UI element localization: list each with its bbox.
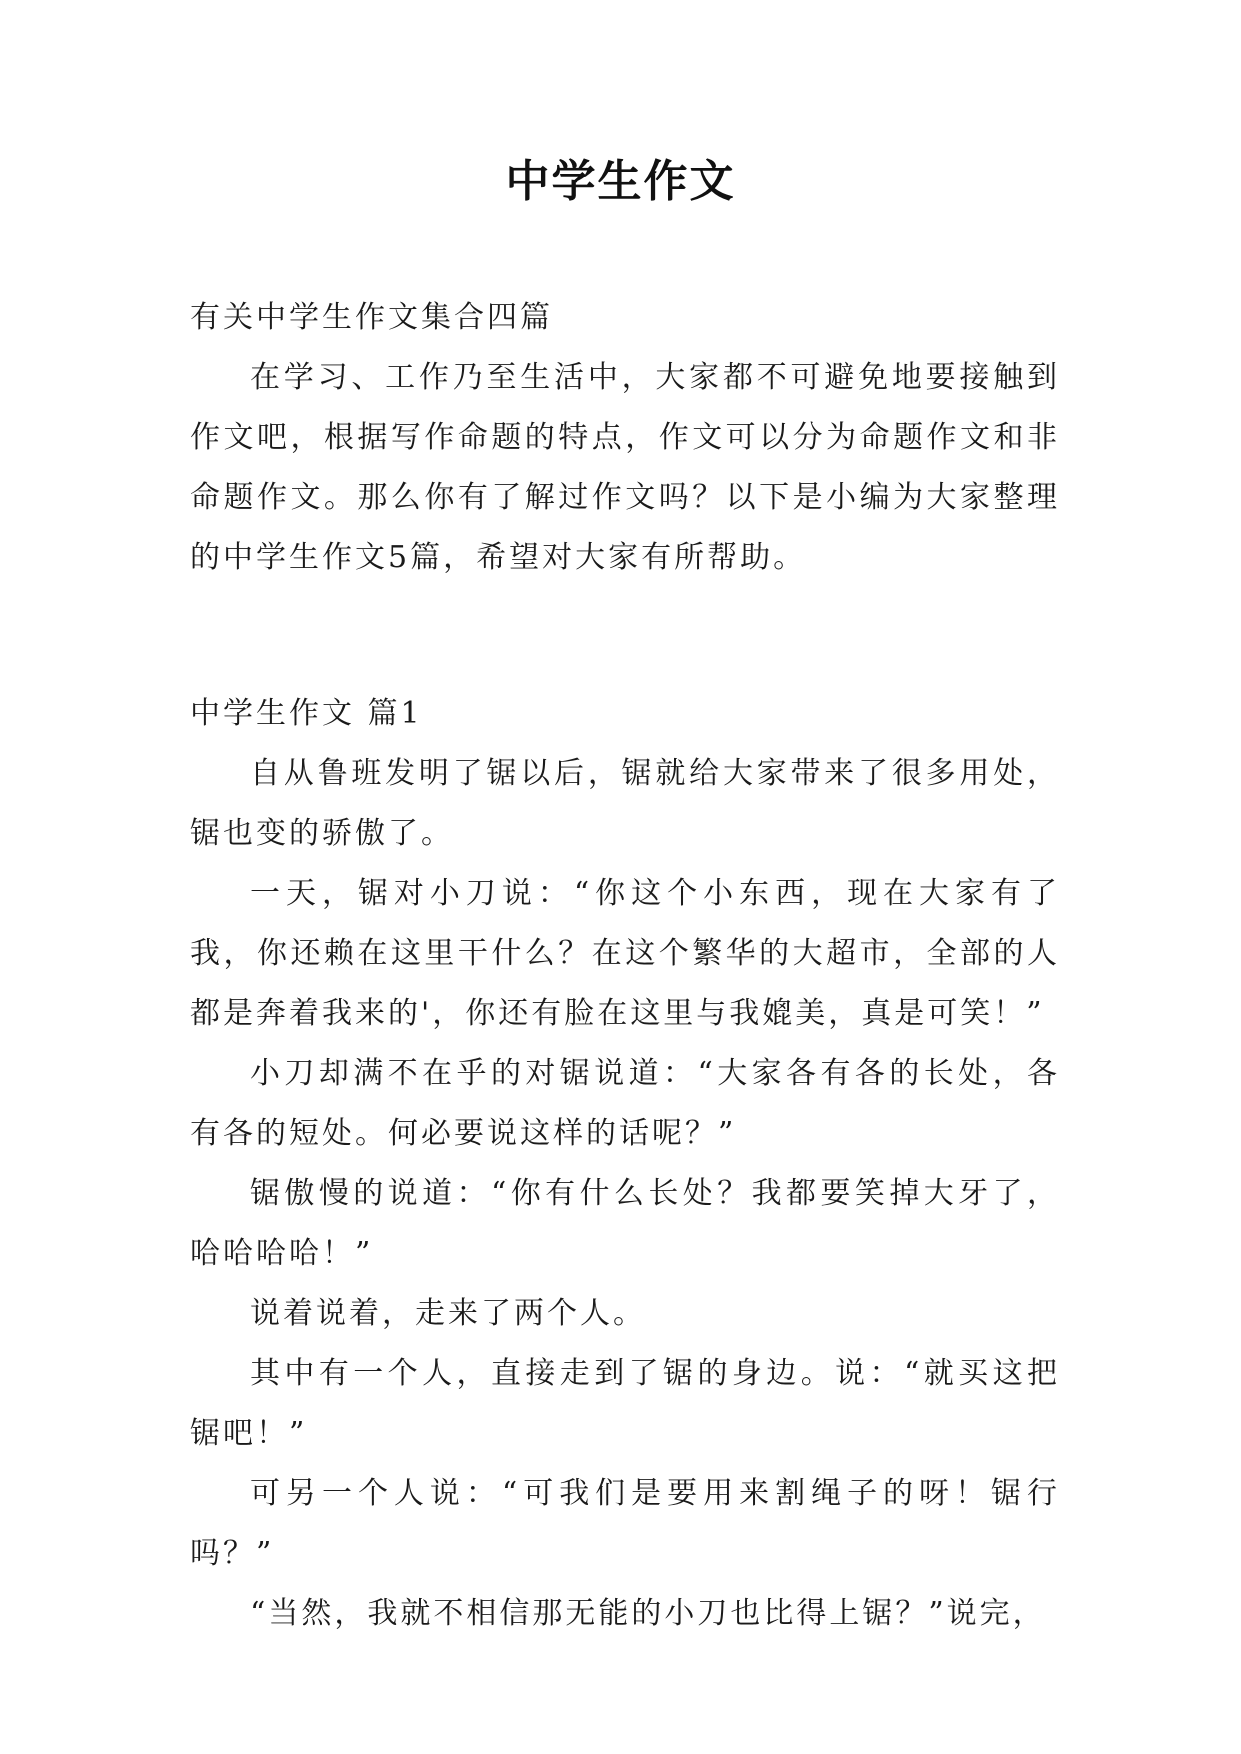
document-subtitle: 有关中学生作文集合四篇 xyxy=(190,300,553,335)
body-paragraph: 其中有一个人，直接走到了锯的身边。说：“就买这把锯吧！” xyxy=(190,1356,1060,1451)
section-heading: 中学生作文 篇1 xyxy=(190,696,423,731)
body-paragraph: 自从鲁班发明了锯以后，锯就给大家带来了很多用处，锯也变的骄傲了。 xyxy=(190,756,1060,851)
body-paragraph: 锯傲慢的说道：“你有什么长处？我都要笑掉大牙了，哈哈哈哈！” xyxy=(190,1176,1060,1271)
body-paragraph: 说着说着，走来了两个人。 xyxy=(250,1296,646,1331)
section-spacer xyxy=(190,588,1060,684)
body-paragraph: “当然，我就不相信那无能的小刀也比得上锯？”说完， xyxy=(250,1596,1046,1631)
body-paragraph: 小刀却满不在乎的对锯说道：“大家各有各的长处，各有各的短处。何必要说这样的话呢？” xyxy=(190,1056,1060,1151)
intro-paragraph: 在学习、工作乃至生活中，大家都不可避免地要接触到作文吧，根据写作命题的特点，作文可以分为命题作文和非命题作文。那么你有了解过作文吗？以下是小编为大家整理的中学生作文5篇，希望对大家有所帮助。 xyxy=(190,360,1060,575)
body-paragraph: 可另一个人说：“可我们是要用来割绳子的呀！锯行吗？” xyxy=(190,1476,1060,1571)
document-body xyxy=(190,288,1060,1644)
body-paragraph: 一天，锯对小刀说：“你这个小东西，现在大家有了我，你还赖在这里干什么？在这个繁华的大超市，全部的人都是奔着我来的'，你还有脸在这里与我媲美，真是可笑！” xyxy=(190,876,1060,1031)
document-title: 中学生作文 xyxy=(505,156,736,207)
